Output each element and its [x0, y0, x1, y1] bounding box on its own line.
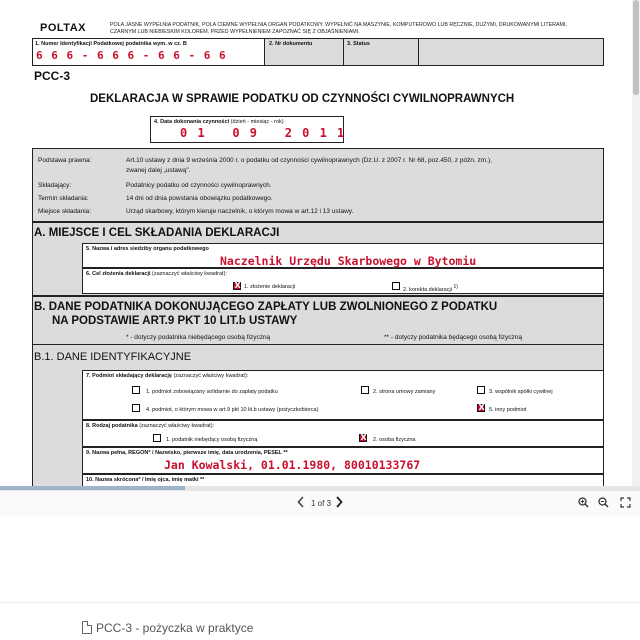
filer-text: Podatnicy podatku od czynności cywilnoprawnych.	[126, 182, 272, 189]
page-indicator: 1 of 3	[311, 499, 332, 508]
filer-type-option-5-checkbox[interactable]	[477, 404, 485, 412]
blank-area	[0, 516, 640, 602]
poltax-brand: POLTAX	[40, 22, 86, 34]
section-b-note-2: ** - dotyczy podatnika będącego osobą fizyczną	[384, 334, 523, 341]
place-label: Miejsce składania:	[38, 208, 92, 215]
section-b1-divider	[32, 344, 604, 345]
date-field-value: 0 1 0 9 2 0 1 1	[180, 126, 346, 140]
section-b-title-2: NA PODSTAWIE ART.9 PKT 10 LIT.b USTAWY	[52, 315, 298, 327]
doc-number-label: 2. Nr dokumentu	[269, 41, 313, 47]
filer-type-option-1-checkbox[interactable]	[132, 386, 140, 394]
divider-2-3	[343, 38, 344, 66]
date-field-label	[154, 119, 284, 125]
form-code: PCC-3	[34, 69, 71, 83]
status-label: 3. Status	[347, 41, 370, 47]
name-field-value: Jan Kowalski, 01.01.1980, 80010133767	[164, 458, 421, 472]
short-name-field-label: 10. Nazwa skrócona* / Imię ojca, imię matki **	[86, 477, 205, 483]
filer-type-option-2-checkbox[interactable]	[361, 386, 369, 394]
deadline-text: 14 dni od dnia powstania obowiązku podatkowego.	[126, 195, 273, 202]
chevron-right-icon[interactable]	[335, 496, 343, 511]
nip-field-label: 1. Numer Identyfikacji Podatkowej podatnika wym. w cz. B	[35, 41, 187, 47]
filer-type-option-4-label: 4. podmiot, o którym mowa w art.9 pkt 10 lit.b ustawy (pożyczkobiorca)	[146, 407, 319, 413]
taxpayer-type-hint: (zaznaczyć właściwy kwadrat):	[139, 423, 215, 429]
taxpayer-type-option-2-label: 2. osoba fizyczna	[373, 437, 416, 443]
section-b-title-1: B. DANE PODATNIKA DOKONUJĄCEGO ZAPŁATY LUB ZWOLNIONEGO Z PODATKU	[34, 301, 498, 313]
purpose-option-1-checkbox[interactable]	[233, 282, 241, 290]
taxpayer-type-label-text: 8. Rodzaj podatnika	[86, 423, 138, 429]
zoom-out-icon[interactable]	[598, 497, 609, 511]
pcc3-form-page	[28, 0, 606, 490]
form-instructions: POLA JASNE WYPEŁNIA PODATNIK, POLA CIEMNE WYPEŁNIA ORGAN PODATKOWY. WYPEŁNIĆ NA MASZYNIE, KOMPUTEROWO LUB RĘCZNIE, DUŻYMI, DRUKOWANYMI LITERAMI, CZARNYM LUB NIEBIESKIM KOLOREM. PRZED WYPEŁNIENIEM ZAPOZNAĆ SIĘ Z OBJAŚNIENIAMI.	[110, 22, 567, 35]
section-a-title: A. MIEJSCE I CEL SKŁADANIA DEKLARACJI	[34, 227, 280, 239]
filer-type-label	[86, 373, 248, 379]
basis-label: Podstawa prawna:	[38, 157, 92, 164]
basis-text-2: zwanej dalej „ustawą".	[126, 167, 191, 174]
vertical-scrollbar[interactable]	[632, 0, 640, 490]
purpose-label-text: 6. Cel złożenia deklaracji	[86, 271, 151, 277]
filer-label: Składający:	[38, 182, 72, 189]
main-title: DEKLARACJA W SPRAWIE PODATKU OD CZYNNOŚCI CYWILNOPRAWNYCH	[90, 93, 515, 105]
chevron-left-icon[interactable]	[297, 496, 305, 511]
section-b-note-1: * - dotyczy podatnika niebędącego osobą fizyczną	[126, 334, 271, 341]
date-field-label-text: 4. Data dokonania czynności	[154, 119, 230, 125]
section-b1-title: B.1. DANE IDENTYFIKACYJNE	[34, 351, 192, 363]
filer-type-option-3-checkbox[interactable]	[477, 386, 485, 394]
expand-icon[interactable]	[620, 497, 631, 511]
zoom-in-icon[interactable]	[578, 497, 589, 511]
purpose-option-2-text: 2. korekta deklaracji	[403, 286, 452, 293]
filer-type-option-2-label: 2. strona umowy zamiany	[373, 389, 436, 395]
divider-3-end	[418, 38, 419, 66]
filer-type-option-1-label: 1. podmiot zobowiązany solidarnie do zapłaty podatku	[146, 389, 278, 395]
purpose-label	[86, 271, 227, 277]
filer-type-hint: (zaznaczyć właściwy kwadrat):	[173, 373, 249, 379]
file-title[interactable]: PCC-3 - pożyczka w praktyce	[96, 621, 254, 635]
tax-office-value: Naczelnik Urzędu Skarbowego w Bytomiu	[220, 254, 477, 268]
filer-type-option-4-checkbox[interactable]	[132, 404, 140, 412]
file-caption[interactable]	[0, 602, 640, 640]
filer-type-label-text: 7. Podmiot składający deklarację	[86, 373, 172, 379]
purpose-option-2-label	[403, 284, 458, 293]
filer-type-option-5-label: 5. inny podmiot	[489, 407, 527, 413]
purpose-hint: (zaznaczyć właściwy kwadrat):	[152, 271, 227, 277]
basis-text-1: Art.10 ustawy z dnia 9 września 2000 r. o podatku od czynności cywilnoprawnych (Dz.U. z 2007 r. Nr 68, poz.450, z późn. zm.),	[126, 157, 492, 164]
nip-field-value: 6 6 6 - 6 6 6 - 6 6 - 6 6	[36, 49, 227, 62]
vertical-scroll-thumb[interactable]	[633, 0, 639, 95]
purpose-option-2-footnote: 1)	[453, 284, 458, 290]
purpose-option-2-checkbox[interactable]	[392, 282, 400, 290]
taxpayer-type-option-2-checkbox[interactable]	[359, 434, 367, 442]
purpose-option-1-label: 1. złożenie deklaracji	[244, 284, 296, 290]
place-text: Urząd skarbowy, którym kieruje naczelnik, o którym mowa w art.12 i 13 ustawy.	[126, 208, 354, 215]
taxpayer-type-option-1-checkbox[interactable]	[153, 434, 161, 442]
viewer-toolbar	[0, 490, 640, 516]
deadline-label: Termin składania:	[38, 195, 89, 202]
taxpayer-type-option-1-label: 1. podatnik niebędący osobą fizyczną	[166, 437, 258, 443]
tax-office-label: 5. Nazwa i adres siedziby organu podatkowego	[86, 246, 209, 252]
filer-type-option-3-label: 3. wspólnik spółki cywilnej	[489, 389, 553, 395]
name-field-label: 9. Nazwa pełna, REGON* / Nazwisko, pierwsze imię, data urodzenia, PESEL **	[86, 450, 288, 456]
date-field-hint: (dzień - miesiąc - rok)	[230, 119, 284, 125]
taxpayer-type-label	[86, 423, 214, 429]
document-icon	[82, 621, 92, 634]
